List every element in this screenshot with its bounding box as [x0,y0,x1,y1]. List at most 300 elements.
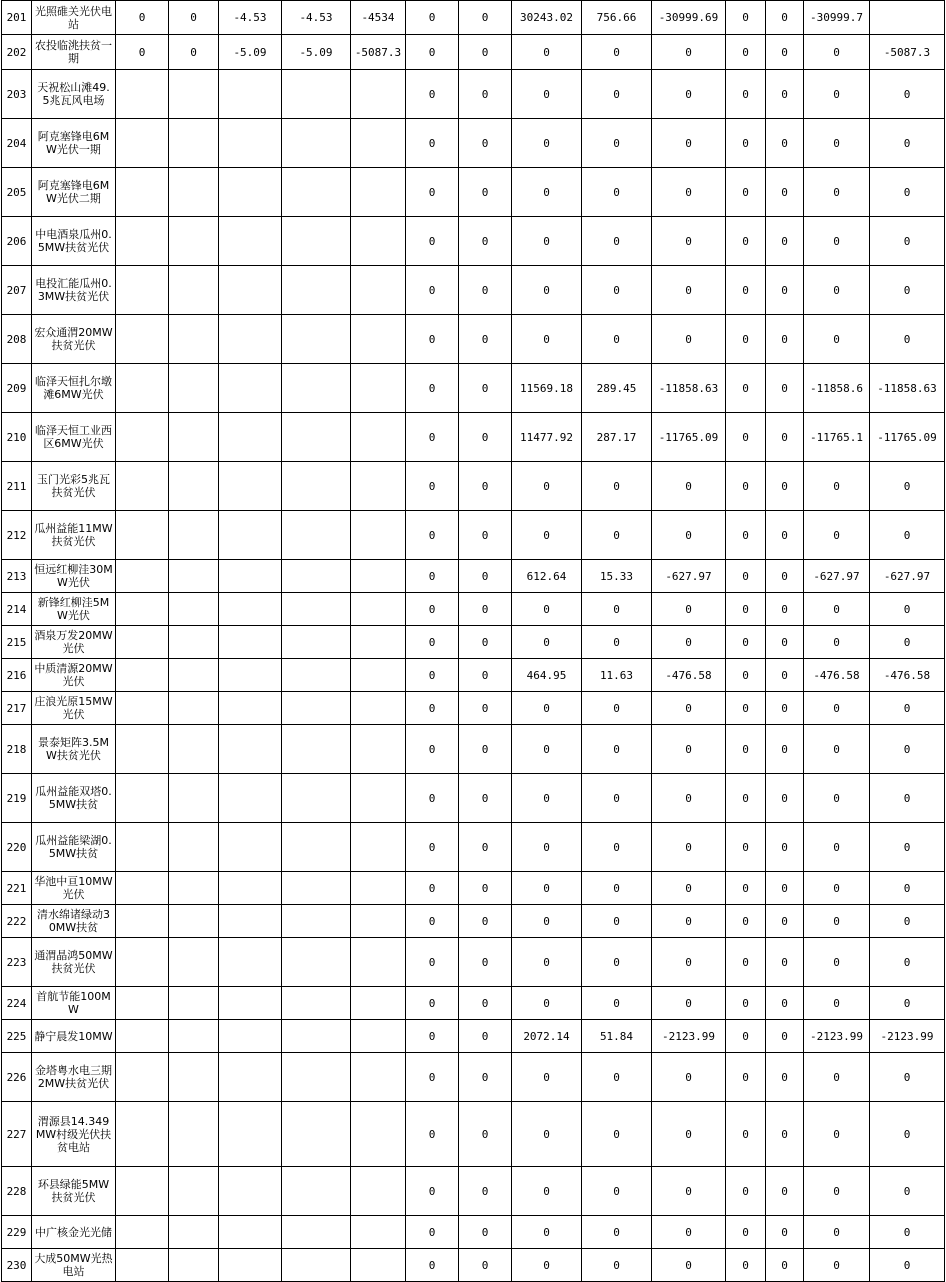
value-cell [169,905,219,938]
station-name-cell: 景泰矩阵3.5MW扶贫光伏 [32,725,116,774]
value-cell: 0 [726,560,766,593]
table-row [2,1053,945,1102]
value-cell: 0 [512,217,582,266]
value-cell [169,1053,219,1102]
value-cell: -11858.6 [804,364,870,413]
value-cell [282,217,351,266]
value-cell: 0 [870,1167,945,1216]
value-cell [116,266,169,315]
value-cell [282,413,351,462]
table-row [2,1249,945,1282]
value-cell: 0 [406,692,459,725]
value-cell [219,1249,282,1282]
value-cell: 0 [582,905,652,938]
row-index-cell: 224 [2,987,32,1020]
value-cell: 0 [582,593,652,626]
value-cell: 0 [169,1,219,35]
value-cell: 15.33 [582,560,652,593]
value-cell: 0 [582,217,652,266]
row-index-cell: 220 [2,823,32,872]
value-cell [219,168,282,217]
value-cell: 0 [652,1167,726,1216]
value-cell: 0 [652,872,726,905]
value-cell: 0 [406,35,459,70]
row-index-cell: 205 [2,168,32,217]
value-cell [351,1053,406,1102]
value-cell: -5.09 [282,35,351,70]
value-cell: -4.53 [282,1,351,35]
value-cell [116,1216,169,1249]
value-cell: 0 [116,35,169,70]
value-cell [169,1216,219,1249]
station-name-cell: 渭源县14.349MW村级光伏扶贫电站 [32,1102,116,1167]
value-cell: 0 [804,905,870,938]
value-cell: 0 [406,872,459,905]
value-cell [116,168,169,217]
value-cell [219,872,282,905]
table-row [2,462,945,511]
value-cell: 0 [512,511,582,560]
value-cell: 0 [766,560,804,593]
value-cell: 0 [459,593,512,626]
value-cell: 0 [804,217,870,266]
value-cell: 0 [582,1216,652,1249]
value-cell: 0 [804,315,870,364]
value-cell [282,1102,351,1167]
value-cell: 0 [870,1249,945,1282]
value-cell [169,692,219,725]
value-cell [219,119,282,168]
table-row [2,364,945,413]
value-cell [219,823,282,872]
value-cell: 0 [766,905,804,938]
value-cell: 0 [406,1053,459,1102]
value-cell: 11477.92 [512,413,582,462]
value-cell: 0 [726,364,766,413]
table-row [2,987,945,1020]
value-cell: 0 [652,168,726,217]
row-index-cell: 209 [2,364,32,413]
value-cell [116,659,169,692]
value-cell: 0 [652,938,726,987]
value-cell: 0 [459,35,512,70]
value-cell: -2123.99 [870,1020,945,1053]
value-cell [282,1216,351,1249]
value-cell: 0 [804,692,870,725]
value-cell: 287.17 [582,413,652,462]
value-cell: 0 [406,266,459,315]
value-cell [169,119,219,168]
value-cell: 0 [870,70,945,119]
value-cell: 0 [406,315,459,364]
value-cell: 0 [459,511,512,560]
value-cell [116,217,169,266]
value-cell: 0 [582,266,652,315]
value-cell: 0 [804,35,870,70]
value-cell [169,266,219,315]
row-index-cell: 215 [2,626,32,659]
value-cell: 0 [726,168,766,217]
value-cell: 0 [652,593,726,626]
value-cell: 0 [406,168,459,217]
value-cell: 0 [726,659,766,692]
value-cell: 0 [459,1,512,35]
value-cell: 0 [726,987,766,1020]
value-cell [116,70,169,119]
value-cell [282,692,351,725]
value-cell: 0 [652,905,726,938]
station-name-cell: 首航节能100MW [32,987,116,1020]
value-cell: 0 [766,725,804,774]
value-cell: -476.58 [870,659,945,692]
station-name-cell: 中广核金光光储 [32,1216,116,1249]
value-cell: 0 [459,1216,512,1249]
station-name-cell: 通渭晶鸿50MW扶贫光伏 [32,938,116,987]
value-cell [219,692,282,725]
value-cell: 0 [512,725,582,774]
value-cell: 0 [766,774,804,823]
value-cell [169,872,219,905]
value-cell: 0 [406,626,459,659]
row-index-cell: 223 [2,938,32,987]
value-cell: 0 [766,1167,804,1216]
row-index-cell: 226 [2,1053,32,1102]
value-cell: 0 [870,872,945,905]
table-row [2,823,945,872]
value-cell: 0 [512,1102,582,1167]
value-cell: 0 [512,872,582,905]
value-cell: 0 [804,872,870,905]
table-row [2,1167,945,1216]
row-index-cell: 206 [2,217,32,266]
value-cell [116,560,169,593]
row-index-cell: 222 [2,905,32,938]
value-cell: 0 [406,511,459,560]
value-cell [116,626,169,659]
value-cell: 0 [406,364,459,413]
station-name-cell: 酒泉万发20MW光伏 [32,626,116,659]
value-cell: 0 [766,168,804,217]
value-cell: 0 [406,217,459,266]
value-cell: 0 [582,1102,652,1167]
value-cell: 0 [870,626,945,659]
value-cell [351,987,406,1020]
value-cell: 0 [582,1249,652,1282]
value-cell [116,1249,169,1282]
value-cell: -476.58 [804,659,870,692]
value-cell: 11569.18 [512,364,582,413]
value-cell [116,413,169,462]
value-cell: 0 [804,725,870,774]
value-cell: 0 [406,119,459,168]
table-row [2,1020,945,1053]
value-cell: 0 [870,692,945,725]
value-cell: 0 [870,725,945,774]
value-cell [116,119,169,168]
value-cell: 0 [512,70,582,119]
value-cell: 0 [459,1020,512,1053]
value-cell: 0 [582,987,652,1020]
value-cell: 0 [582,774,652,823]
value-cell: -5.09 [219,35,282,70]
value-cell [351,1020,406,1053]
value-cell: -30999.7 [804,1,870,35]
value-cell: 0 [804,626,870,659]
value-cell [219,1102,282,1167]
value-cell: 0 [726,1167,766,1216]
value-cell: 0 [406,70,459,119]
station-name-cell: 大成50MW光热电站 [32,1249,116,1282]
value-cell: 0 [512,692,582,725]
table-row [2,1,945,35]
value-cell [282,905,351,938]
station-name-cell: 农投临洮扶贫一期 [32,35,116,70]
value-cell [169,987,219,1020]
value-cell: 0 [804,168,870,217]
table-row [2,1102,945,1167]
value-cell [351,692,406,725]
value-cell: 0 [726,626,766,659]
value-cell [116,872,169,905]
value-cell: 0 [459,462,512,511]
value-cell [870,1,945,35]
table-row [2,217,945,266]
value-cell [282,511,351,560]
value-cell [219,774,282,823]
table-body [2,1,945,1282]
value-cell: 0 [406,774,459,823]
table-row [2,35,945,70]
table-row [2,266,945,315]
value-cell: 0 [582,1167,652,1216]
value-cell: 0 [512,905,582,938]
value-cell [351,774,406,823]
value-cell: 0 [582,462,652,511]
station-name-cell: 阿克塞锋电6MW光伏一期 [32,119,116,168]
value-cell [169,315,219,364]
value-cell: 0 [870,511,945,560]
value-cell: 0 [870,1216,945,1249]
value-cell [282,774,351,823]
value-cell: 0 [459,1249,512,1282]
station-name-cell: 临泽天恒工业西区6MW光伏 [32,413,116,462]
value-cell: 0 [512,1167,582,1216]
value-cell: 0 [726,35,766,70]
value-cell [169,774,219,823]
value-cell: 0 [582,315,652,364]
table-row [2,626,945,659]
value-cell [351,823,406,872]
value-cell: 0 [766,1216,804,1249]
value-cell [351,659,406,692]
value-cell: 0 [726,938,766,987]
value-cell [169,511,219,560]
value-cell: -11765.09 [652,413,726,462]
value-cell: 30243.02 [512,1,582,35]
value-cell: 0 [870,217,945,266]
row-index-cell: 212 [2,511,32,560]
value-cell [169,593,219,626]
value-cell: 0 [459,70,512,119]
value-cell: 0 [766,1053,804,1102]
value-cell [282,872,351,905]
value-cell: 0 [766,364,804,413]
value-cell: 0 [406,905,459,938]
value-cell: 0 [870,905,945,938]
value-cell: 0 [582,1053,652,1102]
value-cell [351,593,406,626]
value-cell [219,725,282,774]
value-cell [282,987,351,1020]
value-cell: 0 [766,511,804,560]
value-cell: 756.66 [582,1,652,35]
value-cell [351,462,406,511]
value-cell [351,1216,406,1249]
value-cell [351,725,406,774]
value-cell: 0 [512,1053,582,1102]
value-cell: 0 [459,266,512,315]
value-cell: 0 [726,462,766,511]
value-cell: 0 [512,1249,582,1282]
value-cell: 0 [766,413,804,462]
value-cell: 0 [582,872,652,905]
value-cell: 0 [406,725,459,774]
value-cell [116,823,169,872]
value-cell: 0 [582,511,652,560]
value-cell: 0 [804,70,870,119]
station-name-cell: 新锋红柳洼5MW光伏 [32,593,116,626]
station-name-cell: 瓜州益能11MW扶贫光伏 [32,511,116,560]
value-cell [169,823,219,872]
value-cell: 0 [459,364,512,413]
value-cell: 0 [726,1020,766,1053]
table-row [2,1216,945,1249]
value-cell: 0 [726,1,766,35]
value-cell: 0 [652,823,726,872]
value-cell: 0 [726,70,766,119]
row-index-cell: 225 [2,1020,32,1053]
value-cell: 0 [652,725,726,774]
value-cell: 0 [726,725,766,774]
value-cell: -627.97 [804,560,870,593]
value-cell: -11858.63 [652,364,726,413]
value-cell: 0 [726,1102,766,1167]
value-cell [282,168,351,217]
station-name-cell: 瓜州益能双塔0.5MW扶贫 [32,774,116,823]
value-cell: 0 [766,593,804,626]
value-cell [282,1167,351,1216]
value-cell [282,1249,351,1282]
value-cell: 0 [804,774,870,823]
row-index-cell: 228 [2,1167,32,1216]
station-name-cell: 中电酒泉瓜州0.5MW扶贫光伏 [32,217,116,266]
value-cell [169,725,219,774]
value-cell: 0 [459,774,512,823]
value-cell: 0 [652,987,726,1020]
value-cell: 0 [766,119,804,168]
station-name-cell: 环县绿能5MW扶贫光伏 [32,1167,116,1216]
value-cell: 0 [726,872,766,905]
value-cell [116,1053,169,1102]
value-cell [219,1020,282,1053]
value-cell: 0 [804,823,870,872]
table-row [2,905,945,938]
value-cell: 0 [652,315,726,364]
value-cell: 0 [459,659,512,692]
table-row [2,560,945,593]
value-cell: 0 [582,823,652,872]
value-cell [116,774,169,823]
row-index-cell: 218 [2,725,32,774]
value-cell: 0 [766,872,804,905]
value-cell: -2123.99 [804,1020,870,1053]
value-cell: 0 [870,266,945,315]
station-name-cell: 光照碓关光伏电站 [32,1,116,35]
table-row [2,593,945,626]
table-row [2,413,945,462]
value-cell: 0 [652,1216,726,1249]
value-cell: 0 [406,1102,459,1167]
value-cell: 0 [512,774,582,823]
value-cell: 0 [652,1249,726,1282]
value-cell: 0 [406,823,459,872]
value-cell: 0 [582,725,652,774]
station-name-cell: 恒远红柳洼30MW光伏 [32,560,116,593]
value-cell [351,266,406,315]
table-row [2,119,945,168]
value-cell [219,905,282,938]
value-cell [169,1102,219,1167]
value-cell: 0 [804,938,870,987]
value-cell [351,1102,406,1167]
value-cell [219,1167,282,1216]
value-cell [282,560,351,593]
value-cell [169,217,219,266]
value-cell [116,1167,169,1216]
value-cell: -11765.09 [870,413,945,462]
value-cell: -30999.69 [652,1,726,35]
station-name-cell: 宏众通渭20MW扶贫光伏 [32,315,116,364]
row-index-cell: 202 [2,35,32,70]
value-cell: 0 [406,462,459,511]
value-cell: -2123.99 [652,1020,726,1053]
value-cell: 0 [652,774,726,823]
row-index-cell: 208 [2,315,32,364]
value-cell: -11765.1 [804,413,870,462]
value-cell [219,987,282,1020]
value-cell: 0 [406,593,459,626]
value-cell [351,938,406,987]
value-cell [116,938,169,987]
value-cell: 0 [652,626,726,659]
value-cell: 0 [512,593,582,626]
value-cell: 0 [459,168,512,217]
value-cell: 0 [406,1249,459,1282]
value-cell [351,626,406,659]
value-cell: 0 [512,119,582,168]
row-index-cell: 203 [2,70,32,119]
value-cell: 0 [582,70,652,119]
value-cell [219,511,282,560]
value-cell [169,168,219,217]
value-cell [351,217,406,266]
value-cell: 0 [116,1,169,35]
value-cell: 0 [726,593,766,626]
value-cell: 0 [459,315,512,364]
value-cell: 0 [406,413,459,462]
value-cell [282,823,351,872]
value-cell [169,462,219,511]
